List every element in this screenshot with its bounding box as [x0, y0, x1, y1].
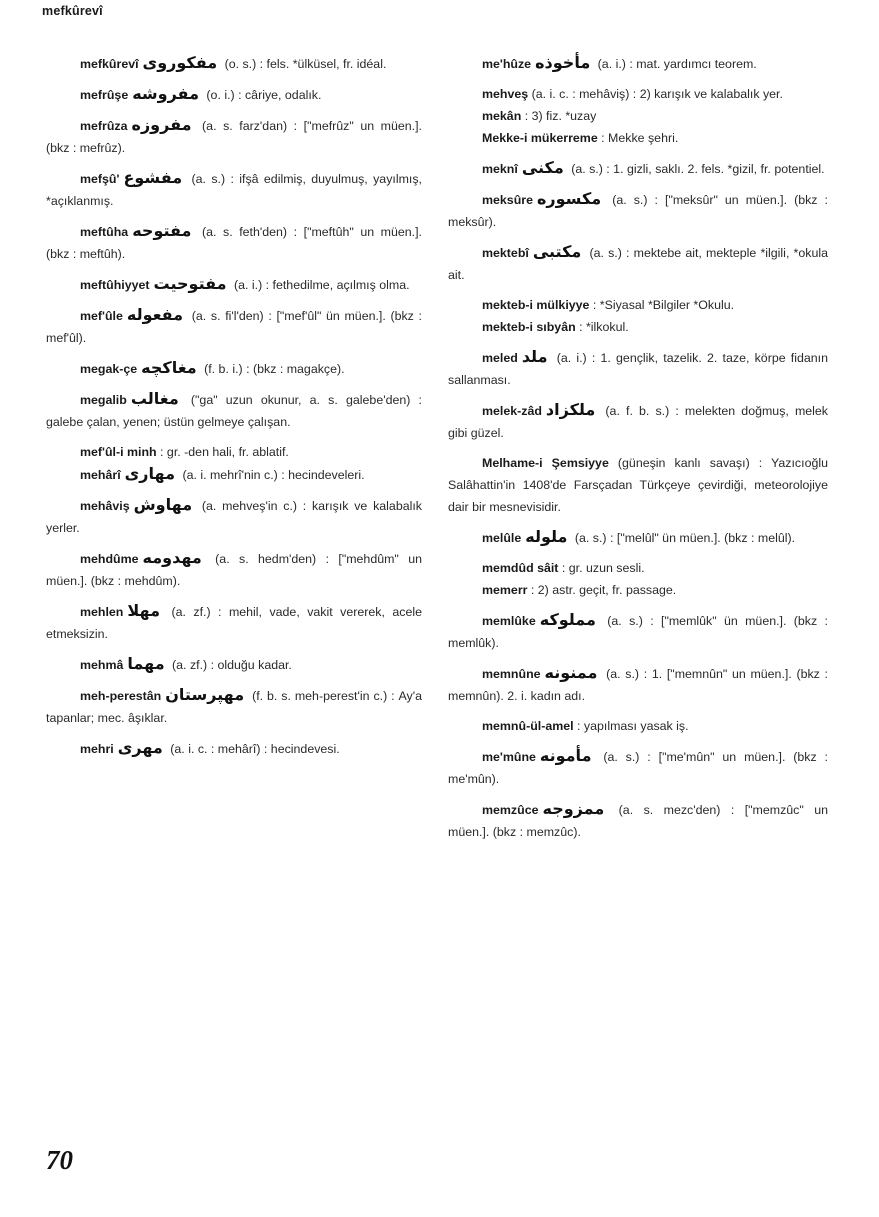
- dictionary-entry: [448, 609, 828, 654]
- entry-definition: : gr. uzun sesli.: [558, 561, 645, 575]
- entry-headword: mefkûrevî: [80, 57, 139, 71]
- entry-headword: mefşû': [80, 172, 120, 186]
- entry-definition: (a. i. c. : mehârî) : hecindevesi.: [166, 742, 340, 756]
- entry-definition: (a. s. hedm'den) : ["mehdûm" un müen.]. (bkz : mehdûm).: [46, 552, 422, 588]
- entry-headword: melûle: [482, 531, 522, 545]
- entry-headword: megalib: [80, 393, 127, 407]
- dictionary-entry: [46, 653, 422, 676]
- entry-headword: meled: [482, 351, 518, 365]
- entry-headword: Mekke-i mükerreme: [482, 131, 598, 145]
- entry-definition: (a. s.) : 1. gizli, saklı. 2. fels. *gizil, fr. potentiel.: [567, 162, 825, 176]
- entry-headword: mefrûşe: [80, 88, 129, 102]
- dictionary-entry: [46, 304, 422, 349]
- entry-headword: mef'ûle: [80, 309, 123, 323]
- entry-definition: (a. i.) : 1. gençlik, tazelik. 2. taze, körpe fidanın sallanması.: [448, 351, 828, 387]
- entry-headword: memzûce: [482, 803, 539, 817]
- entry-arabic-script: ممزوجه: [542, 799, 605, 818]
- entry-arabic-script: مهاوش: [133, 495, 193, 514]
- entry-definition: : 2) astr. geçit, fr. passage.: [527, 583, 677, 597]
- dictionary-entry: [46, 83, 422, 106]
- entry-definition: (a. s.) : ifşâ edilmiş, duyulmuş, yayılmış, *açıklanmış.: [46, 172, 422, 208]
- entry-arabic-script: مهما: [127, 654, 165, 673]
- entry-arabic-script: مفتوحه: [132, 221, 192, 240]
- entry-definition: (a. mehveş'in c.) : karışık ve kalabalık yerler.: [46, 499, 422, 535]
- entry-arabic-script: مغالب: [130, 389, 179, 408]
- dictionary-entry: [46, 273, 422, 296]
- entry-headword: melek-zâd: [482, 404, 542, 418]
- dictionary-entry: [448, 52, 828, 75]
- entry-definition: (o. i.) : câriye, odalık.: [202, 88, 322, 102]
- dictionary-entry: [448, 188, 828, 233]
- dictionary-entry: [448, 452, 828, 518]
- dictionary-entry: [448, 294, 828, 316]
- entry-arabic-script: مأمونه: [539, 746, 592, 765]
- entry-headword: mehâviş: [80, 499, 130, 513]
- entry-arabic-script: مفروشه: [132, 84, 199, 103]
- entry-definition: (o. s.) : fels. *ülküsel, fr. idéal.: [221, 57, 387, 71]
- entry-headword: meftûhiyyet: [80, 278, 150, 292]
- entry-headword: memerr: [482, 583, 528, 597]
- dictionary-entry: [448, 557, 828, 579]
- entry-definition: (a. i.) : fethedilme, açılmış olma.: [230, 278, 410, 292]
- dictionary-entry: [448, 316, 828, 338]
- entry-headword: mehlen: [80, 605, 124, 619]
- entry-arabic-script: مملوكه: [539, 610, 596, 629]
- entry-arabic-script: ممنونه: [544, 663, 598, 682]
- entry-headword: meftûha: [80, 225, 129, 239]
- dictionary-entry: [46, 114, 422, 159]
- entry-arabic-script: مكتبى: [532, 242, 582, 261]
- entry-headword: Melhame-i Şemsiyye: [482, 456, 609, 470]
- entry-headword: mekân: [482, 109, 522, 123]
- dictionary-entry: [448, 798, 828, 843]
- dictionary-entry: [448, 745, 828, 790]
- dictionary-entry: [448, 662, 828, 707]
- dictionary-entry: [448, 241, 828, 286]
- entry-headword: megak-çe: [80, 362, 138, 376]
- entry-arabic-script: مهلا: [127, 601, 161, 620]
- entry-definition: (a. i. c. : mehâviş) : 2) karışık ve kalabalık yer.: [528, 87, 783, 101]
- entry-arabic-script: مهارى: [124, 464, 175, 483]
- entry-definition: (a. s.) : ["melûl" ün müen.]. (bkz : melûl).: [571, 531, 796, 545]
- page-number: 70: [46, 1145, 73, 1175]
- dictionary-entry: [448, 127, 828, 149]
- entry-arabic-script: مفروزه: [131, 115, 192, 134]
- dictionary-entry: [46, 52, 422, 75]
- dictionary-entry: [448, 157, 828, 180]
- running-head: mefkûrevî: [42, 4, 103, 18]
- entry-headword: mehmâ: [80, 658, 124, 672]
- entry-headword: mekteb-i mülkiyye: [482, 298, 590, 312]
- entry-headword: memnû-ül-amel: [482, 719, 574, 733]
- entry-arabic-script: ملوله: [525, 527, 568, 546]
- entry-definition: (a. s. feth'den) : ["meftûh" un müen.]. (bkz : meftûh).: [46, 225, 422, 261]
- entry-definition: (a. f. b. s.) : melekten doğmuş, melek gibi güzel.: [448, 404, 828, 440]
- entry-headword: memlûke: [482, 614, 536, 628]
- entry-arabic-script: مفتوحيت: [153, 274, 227, 293]
- entry-definition: (f. b. i.) : (bkz : magakçe).: [200, 362, 345, 376]
- dictionary-entry: [448, 105, 828, 127]
- entry-definition: (a. s. mezc'den) : ["memzûc" un müen.]. (bkz : memzûc).: [448, 803, 828, 839]
- dictionary-entry: [46, 441, 422, 463]
- dictionary-entry: [46, 357, 422, 380]
- dictionary-entry: [448, 346, 828, 391]
- entry-headword: memnûne: [482, 667, 541, 681]
- entry-headword: meksûre: [482, 193, 533, 207]
- dictionary-entry: [448, 83, 828, 105]
- entry-definition: (a. s.) : mektebe ait, mekteple *ilgili, *okula ait.: [448, 246, 828, 282]
- entry-headword: mehârî: [80, 468, 121, 482]
- entry-definition: (a. s. farz'dan) : ["mefrûz" un müen.]. (bkz : mefrûz).: [46, 119, 422, 155]
- entry-definition: : 3) fiz. *uzay: [521, 109, 597, 123]
- dictionary-entry: [46, 220, 422, 265]
- entry-headword: me'mûne: [482, 750, 536, 764]
- dictionary-entry: [448, 399, 828, 444]
- dictionary-entry: [46, 547, 422, 592]
- entry-headword: me'hûze: [482, 57, 532, 71]
- entry-headword: meh-perestân: [80, 689, 162, 703]
- entry-definition: (a. s.) : ["memlûk" ün müen.]. (bkz : memlûk).: [448, 614, 828, 650]
- entry-definition: (a. zf.) : olduğu kadar.: [168, 658, 292, 672]
- entry-headword: memdûd sâit: [482, 561, 559, 575]
- dictionary-entry: [448, 526, 828, 549]
- entry-arabic-script: مهرى: [117, 738, 163, 757]
- entry-arabic-script: مفعوله: [126, 305, 184, 324]
- entry-definition: (güneşin kanlı savaşı) : Yazıcıoğlu Salâhattin'in 1408'de Farsçadan Türkçeye çevirdiği, meteorolojiye dair bir mesnevisidir.: [448, 456, 828, 514]
- entry-arabic-script: ملد: [521, 347, 548, 366]
- dictionary-entry: [448, 715, 828, 737]
- left-column: [46, 52, 422, 768]
- entry-definition: (a. i.) : mat. yardımcı teorem.: [594, 57, 757, 71]
- entry-arabic-script: مفشوع: [123, 168, 183, 187]
- dictionary-entry: [448, 579, 828, 601]
- entry-definition: : gr. -den hali, fr. ablatif.: [156, 445, 289, 459]
- entry-headword: mehveş: [482, 87, 529, 101]
- entry-arabic-script: مهپرستان: [165, 685, 245, 704]
- dictionary-entry: [46, 167, 422, 212]
- dictionary-entry: [46, 684, 422, 729]
- entry-definition: (a. s. fi'l'den) : ["mef'ûl" ün müen.]. (bkz : mef'ûl).: [46, 309, 422, 345]
- entry-arabic-script: مأخوذه: [535, 53, 591, 72]
- entry-headword: meknî: [482, 162, 518, 176]
- entry-definition: (a. s.) : ["meksûr" un müen.]. (bkz : meksûr).: [448, 193, 828, 229]
- dictionary-entry: [46, 737, 422, 760]
- entry-definition: : *Siyasal *Bilgiler *Okulu.: [589, 298, 735, 312]
- entry-headword: mef'ûl-i minh: [80, 445, 157, 459]
- entry-headword: mektebî: [482, 246, 529, 260]
- entry-headword: mehri: [80, 742, 114, 756]
- entry-headword: mefrûza: [80, 119, 128, 133]
- dictionary-entry: [46, 494, 422, 539]
- entry-definition: (a. s.) : ["me'mûn" un müen.]. (bkz : me'mûn).: [448, 750, 828, 786]
- entry-definition: : Mekke şehri.: [597, 131, 679, 145]
- entry-headword: mehdûme: [80, 552, 139, 566]
- entry-arabic-script: مكنى: [521, 158, 564, 177]
- entry-arabic-script: مكسوره: [536, 189, 602, 208]
- entry-definition: (a. zf.) : mehil, vade, vakit vererek, acele etmeksizin.: [46, 605, 422, 641]
- dictionary-entry: [46, 463, 422, 486]
- right-column: [448, 52, 828, 851]
- entry-definition: : *ilkokul.: [575, 320, 629, 334]
- entry-arabic-script: مفكوروى: [142, 53, 218, 72]
- entry-headword: mekteb-i sıbyân: [482, 320, 576, 334]
- entry-definition: (a. s.) : 1. ["memnûn" un müen.]. (bkz : memnûn). 2. i. kadın adı.: [448, 667, 828, 703]
- entry-arabic-script: مهدومه: [142, 548, 202, 567]
- entry-definition: ("ga" uzun okunur, a. s. galebe'den) : galebe çalan, yenen; üstün gelmeye çalışan.: [46, 393, 422, 429]
- entry-definition: : yapılması yasak iş.: [573, 719, 689, 733]
- entry-definition: (f. b. s. meh-perest'in c.) : Ay'a tapanlar; mec. âşıklar.: [46, 689, 422, 725]
- dictionary-entry: [46, 388, 422, 433]
- entry-arabic-script: ملكزاد: [545, 400, 596, 419]
- entry-definition: (a. i. mehrî'nin c.) : hecindeveleri.: [179, 468, 365, 482]
- dictionary-entry: [46, 600, 422, 645]
- entry-arabic-script: مغاكچه: [141, 358, 197, 377]
